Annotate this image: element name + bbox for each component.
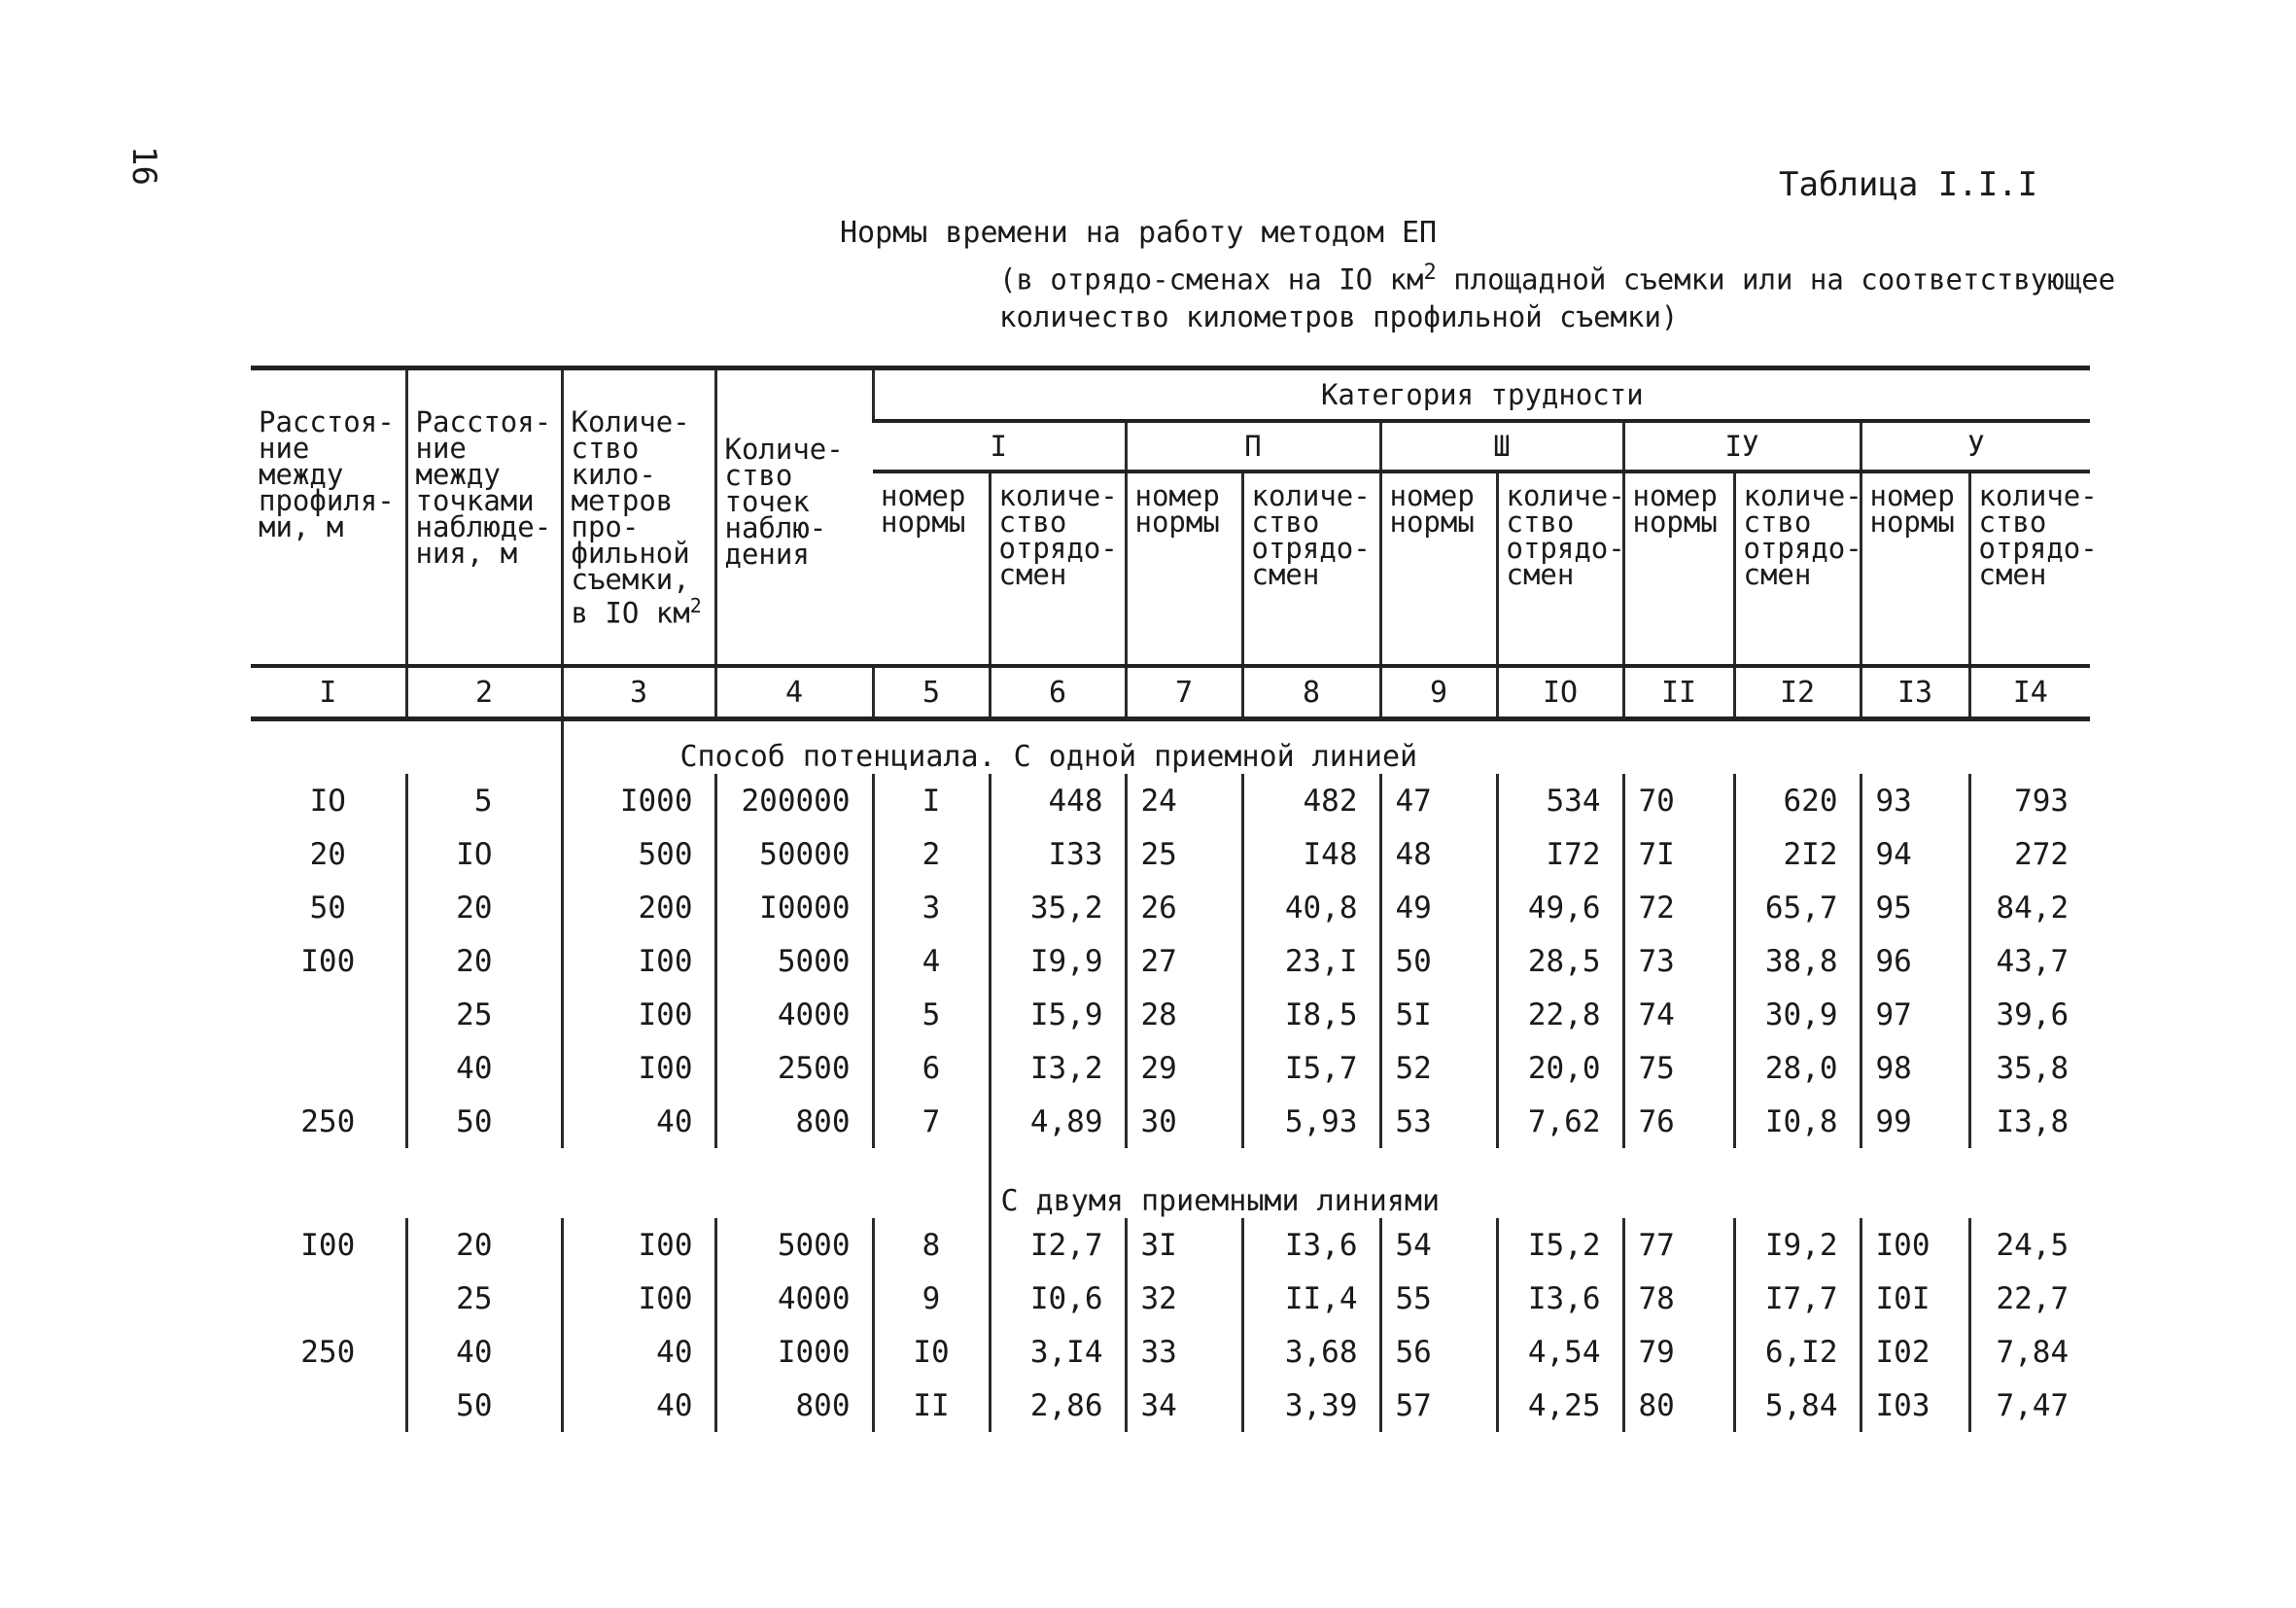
column-number-cell: 9 <box>1380 666 1497 719</box>
table-cell: I33 <box>990 827 1126 881</box>
section-spacer <box>1734 719 1861 775</box>
table-cell: 5000 <box>715 934 873 988</box>
table-cell: I0I <box>1861 1272 1969 1325</box>
table-cell: 20 <box>406 934 562 988</box>
table-title: Нормы времени на работу методом ЕП <box>840 216 1438 250</box>
table-cell: 250 <box>300 1334 356 1370</box>
table-row <box>251 934 2090 988</box>
table-cell: I000 <box>562 774 715 827</box>
table-cell: 2I2 <box>1734 827 1861 881</box>
table-cell: 49,6 <box>1497 881 1623 934</box>
table-cell: 3,I4 <box>990 1325 1126 1379</box>
table-row <box>251 1379 2090 1432</box>
header-shift-count: количе- ство отрядо- смен <box>1242 472 1380 666</box>
table-cell: I8,5 <box>1242 988 1380 1041</box>
column-number-cell: 5 <box>873 666 990 719</box>
table-cell: 4,25 <box>1497 1379 1623 1432</box>
table-cell: 49 <box>1380 881 1497 934</box>
header-km-count <box>562 368 715 667</box>
table-cell: I <box>873 774 990 827</box>
table-cell: 448 <box>990 774 1126 827</box>
table-cell: 76 <box>1623 1095 1734 1148</box>
table-cell: 272 <box>1969 827 2090 881</box>
table-cell: 65,7 <box>1734 881 1861 934</box>
table-cell: 54 <box>1380 1218 1497 1272</box>
header-point-count: Количе- ство точек наблю- дения <box>715 368 873 667</box>
table-cell: 56 <box>1380 1325 1497 1379</box>
table-cell: 38,8 <box>1734 934 1861 988</box>
table-cell: 20 <box>309 836 346 872</box>
table-cell: 200 <box>562 881 715 934</box>
table-cell <box>251 1272 406 1325</box>
column-number-cell: 6 <box>990 666 1126 719</box>
table-cell: 500 <box>562 827 715 881</box>
column-number-cell: IO <box>1497 666 1623 719</box>
table-cell: 50 <box>406 1095 562 1148</box>
table-cell: 6,I2 <box>1734 1325 1861 1379</box>
table-cell: 20 <box>406 1218 562 1272</box>
table-cell: 30 <box>1126 1095 1242 1148</box>
table-cell: I0,8 <box>1734 1095 1861 1148</box>
header-shift-count: количе- ство отрядо- смен <box>1969 472 2090 666</box>
table-cell: 3I <box>1126 1218 1242 1272</box>
category-4: IУ <box>1623 421 1861 472</box>
table-cell: 79 <box>1623 1325 1734 1379</box>
header-norm-number: номер нормы <box>1623 472 1734 666</box>
section2-row <box>251 1148 2090 1218</box>
table-cell: I00 <box>562 1218 715 1272</box>
column-numbers-row <box>251 666 2090 719</box>
table-cell: 33 <box>1126 1325 1242 1379</box>
table-cell: I0 <box>873 1325 990 1379</box>
section1-title: Способ потенциала. С одной приемной линией <box>562 719 1242 775</box>
table-cell: I5,2 <box>1497 1218 1623 1272</box>
table-cell: 3,68 <box>1242 1325 1380 1379</box>
column-number-cell: II <box>1623 666 1734 719</box>
table-cell: 50 <box>1380 934 1497 988</box>
table-cell: 23,I <box>1242 934 1380 988</box>
header-norm-number: номер нормы <box>1380 472 1497 666</box>
table-cell: 70 <box>1623 774 1734 827</box>
table-cell: 96 <box>1861 934 1969 988</box>
subtitle-superscript: 2 <box>1423 261 1437 285</box>
section-spacer <box>406 719 562 775</box>
table-cell: 48 <box>1380 827 1497 881</box>
column-number-cell: 2 <box>406 666 562 719</box>
table-cell: I3,6 <box>1242 1218 1380 1272</box>
table-cell: 25 <box>406 988 562 1041</box>
table-cell: I0,6 <box>990 1272 1126 1325</box>
table-cell: 5,93 <box>1242 1095 1380 1148</box>
section2-title: С двумя приемными линиями <box>990 1148 1497 1218</box>
column-number-cell: 8 <box>1242 666 1380 719</box>
table-label: Таблица I.I.I <box>1779 165 2038 204</box>
table-cell: 97 <box>1861 988 1969 1041</box>
table-cell: 4,89 <box>990 1095 1126 1148</box>
header-norm-number: номер нормы <box>1861 472 1969 666</box>
section-spacer <box>1497 1148 1623 1218</box>
table-cell: I3,2 <box>990 1041 1126 1095</box>
column-number-cell: I <box>251 666 406 719</box>
table-cell: 7,84 <box>1969 1325 2090 1379</box>
table-cell: 35,8 <box>1969 1041 2090 1095</box>
table-cell: 3 <box>873 881 990 934</box>
header-shift-count: количе- ство отрядо- смен <box>1497 472 1623 666</box>
column-number-cell: I4 <box>1969 666 2090 719</box>
norms-table <box>251 366 2098 1432</box>
table-cell: 6 <box>873 1041 990 1095</box>
table-cell: 28,0 <box>1734 1041 1861 1095</box>
table-cell: I03 <box>1861 1379 1969 1432</box>
table-cell: I00 <box>562 934 715 988</box>
table-cell: 50000 <box>715 827 873 881</box>
table-cell <box>251 1379 406 1432</box>
header-point-distance: Расстоя- ние между точками наблюде- ния, м <box>406 368 562 667</box>
table-cell: I3,6 <box>1497 1272 1623 1325</box>
table-cell: 793 <box>1969 774 2090 827</box>
table-row <box>251 1325 2090 1379</box>
column-number-cell: 3 <box>562 666 715 719</box>
section-spacer <box>562 1148 715 1218</box>
table-cell: I3,8 <box>1969 1095 2090 1148</box>
section-spacer <box>1969 1148 2090 1218</box>
table-cell: 200000 <box>715 774 873 827</box>
table-cell: 534 <box>1497 774 1623 827</box>
table-cell <box>251 1041 406 1095</box>
table-cell: II,4 <box>1242 1272 1380 1325</box>
table-cell: 52 <box>1380 1041 1497 1095</box>
table-cell: 800 <box>715 1095 873 1148</box>
table-cell: 27 <box>1126 934 1242 988</box>
table-cell: 30,9 <box>1734 988 1861 1041</box>
table-cell: 25 <box>406 1272 562 1325</box>
header-profile-distance: Расстоя- ние между профиля- ми, м <box>251 368 406 667</box>
section-spacer <box>1623 719 1734 775</box>
table-cell: 5 <box>873 988 990 1041</box>
table-row <box>251 827 2090 881</box>
table-cell: I5,9 <box>990 988 1126 1041</box>
table-cell: 20,0 <box>1497 1041 1623 1095</box>
table-cell: I9,2 <box>1734 1218 1861 1272</box>
table-cell: 50 <box>309 890 346 926</box>
section-spacer <box>1861 719 1969 775</box>
table-body <box>251 666 2090 1432</box>
table-cell: 55 <box>1380 1272 1497 1325</box>
table-cell: 24,5 <box>1969 1218 2090 1272</box>
table-cell: 5,84 <box>1734 1379 1861 1432</box>
table-cell: 40 <box>406 1325 562 1379</box>
category-3: Ш <box>1380 421 1623 472</box>
table-cell: 94 <box>1861 827 1969 881</box>
table-cell: 40 <box>562 1325 715 1379</box>
table-cell: 28 <box>1126 988 1242 1041</box>
table-cell: 5 <box>406 774 562 827</box>
header-km-count-text: Количе- ство кило- метров про- фильной съемки, в IO км <box>571 405 690 630</box>
table-cell: 5I <box>1380 988 1497 1041</box>
section-spacer <box>406 1148 562 1218</box>
table-cell: 4 <box>873 934 990 988</box>
section-spacer <box>251 1148 406 1218</box>
table-cell: I2,7 <box>990 1218 1126 1272</box>
table-cell: I7,7 <box>1734 1272 1861 1325</box>
table-row <box>251 1272 2090 1325</box>
table-cell: 24 <box>1126 774 1242 827</box>
table-cell: 74 <box>1623 988 1734 1041</box>
header-norm-number: номер нормы <box>1126 472 1242 666</box>
table-row <box>251 1095 2090 1148</box>
section-spacer <box>251 719 406 775</box>
table-cell: 2500 <box>715 1041 873 1095</box>
page-number: 16 <box>124 146 163 186</box>
table-cell: 28,5 <box>1497 934 1623 988</box>
table-cell: 4000 <box>715 988 873 1041</box>
table-cell: 99 <box>1861 1095 1969 1148</box>
table-cell: 40 <box>406 1041 562 1095</box>
table-cell: I00 <box>562 1272 715 1325</box>
table-cell: 93 <box>1861 774 1969 827</box>
table-cell: 40 <box>562 1379 715 1432</box>
section-spacer <box>1497 719 1623 775</box>
table-cell: 8 <box>873 1218 990 1272</box>
table-cell: 95 <box>1861 881 1969 934</box>
table-cell: 800 <box>715 1379 873 1432</box>
table-cell: 2,86 <box>990 1379 1126 1432</box>
table-cell: 250 <box>300 1103 356 1139</box>
table-cell: 620 <box>1734 774 1861 827</box>
table-cell: 32 <box>1126 1272 1242 1325</box>
header-shift-count: количе- ство отрядо- смен <box>990 472 1126 666</box>
table-cell: 57 <box>1380 1379 1497 1432</box>
header-difficulty-category: Категория трудности <box>873 368 2090 422</box>
table-cell: 5000 <box>715 1218 873 1272</box>
table-cell: 98 <box>1861 1041 1969 1095</box>
table-cell: 40,8 <box>1242 881 1380 934</box>
category-1: I <box>873 421 1126 472</box>
table-cell: 40 <box>562 1095 715 1148</box>
section-spacer <box>1969 719 2090 775</box>
table-cell: 43,7 <box>1969 934 2090 988</box>
table-row <box>251 774 2090 827</box>
table-subtitle <box>999 255 2115 335</box>
table-cell <box>251 988 406 1041</box>
table-cell: 77 <box>1623 1218 1734 1272</box>
header-km-count-sup: 2 <box>689 594 702 617</box>
table-cell: I00 <box>562 988 715 1041</box>
column-number-cell: I3 <box>1861 666 1969 719</box>
table-cell: 73 <box>1623 934 1734 988</box>
section-spacer <box>1734 1148 1861 1218</box>
table-row <box>251 988 2090 1041</box>
table-cell: IO <box>406 827 562 881</box>
subtitle-line1-pre: (в отрядо-сменах на IO км <box>999 262 1424 297</box>
table-cell: I0000 <box>715 881 873 934</box>
table-cell: 72 <box>1623 881 1734 934</box>
table-cell: 80 <box>1623 1379 1734 1432</box>
column-number-cell: 4 <box>715 666 873 719</box>
table-cell: 47 <box>1380 774 1497 827</box>
table-cell: 20 <box>406 881 562 934</box>
table-cell: 9 <box>873 1272 990 1325</box>
table-cell: 26 <box>1126 881 1242 934</box>
table-cell: I00 <box>562 1041 715 1095</box>
table-row <box>251 1218 2090 1272</box>
table-cell: 22,8 <box>1497 988 1623 1041</box>
table-cell: 2 <box>873 827 990 881</box>
table-cell: 4,54 <box>1497 1325 1623 1379</box>
table-cell: 39,6 <box>1969 988 2090 1041</box>
table-cell: 29 <box>1126 1041 1242 1095</box>
table-cell: 34 <box>1126 1379 1242 1432</box>
category-5: У <box>1861 421 2090 472</box>
table-cell: I02 <box>1861 1325 1969 1379</box>
table-cell: 482 <box>1242 774 1380 827</box>
table-cell: I00 <box>300 1227 356 1263</box>
table-cell: 4000 <box>715 1272 873 1325</box>
section-spacer <box>1623 1148 1734 1218</box>
table-cell: I00 <box>300 943 356 979</box>
header-shift-count: количе- ство отрядо- смен <box>1734 472 1861 666</box>
table-cell: 50 <box>406 1379 562 1432</box>
table-cell: I9,9 <box>990 934 1126 988</box>
header-norm-number: номер нормы <box>873 472 990 666</box>
table-cell: 22,7 <box>1969 1272 2090 1325</box>
table-cell: 7 <box>873 1095 990 1148</box>
table-cell: I48 <box>1242 827 1380 881</box>
table-cell: I000 <box>715 1325 873 1379</box>
table-row <box>251 881 2090 934</box>
subtitle-line2: количество километров профильной съемки) <box>999 299 1679 333</box>
table-cell: 7,62 <box>1497 1095 1623 1148</box>
column-number-cell: 7 <box>1126 666 1242 719</box>
table-cell: I5,7 <box>1242 1041 1380 1095</box>
table-cell: 7,47 <box>1969 1379 2090 1432</box>
table-row <box>251 1041 2090 1095</box>
table-cell: IO <box>309 783 346 819</box>
table-cell: 7I <box>1623 827 1734 881</box>
table-cell: I72 <box>1497 827 1623 881</box>
table-cell: 3,39 <box>1242 1379 1380 1432</box>
table-cell: 78 <box>1623 1272 1734 1325</box>
table-cell: I00 <box>1861 1218 1969 1272</box>
subtitle-line1-post: площадной съемки или на соответствующее <box>1436 262 2116 297</box>
table-cell: II <box>873 1379 990 1432</box>
table-cell: 84,2 <box>1969 881 2090 934</box>
table-cell: 53 <box>1380 1095 1497 1148</box>
table-cell: 75 <box>1623 1041 1734 1095</box>
section1-row <box>251 719 2090 775</box>
section-spacer <box>715 1148 873 1218</box>
column-number-cell: I2 <box>1734 666 1861 719</box>
table-cell: 25 <box>1126 827 1242 881</box>
category-2: П <box>1126 421 1380 472</box>
section-spacer <box>873 1148 990 1218</box>
table-cell: 35,2 <box>990 881 1126 934</box>
section-spacer <box>1861 1148 1969 1218</box>
